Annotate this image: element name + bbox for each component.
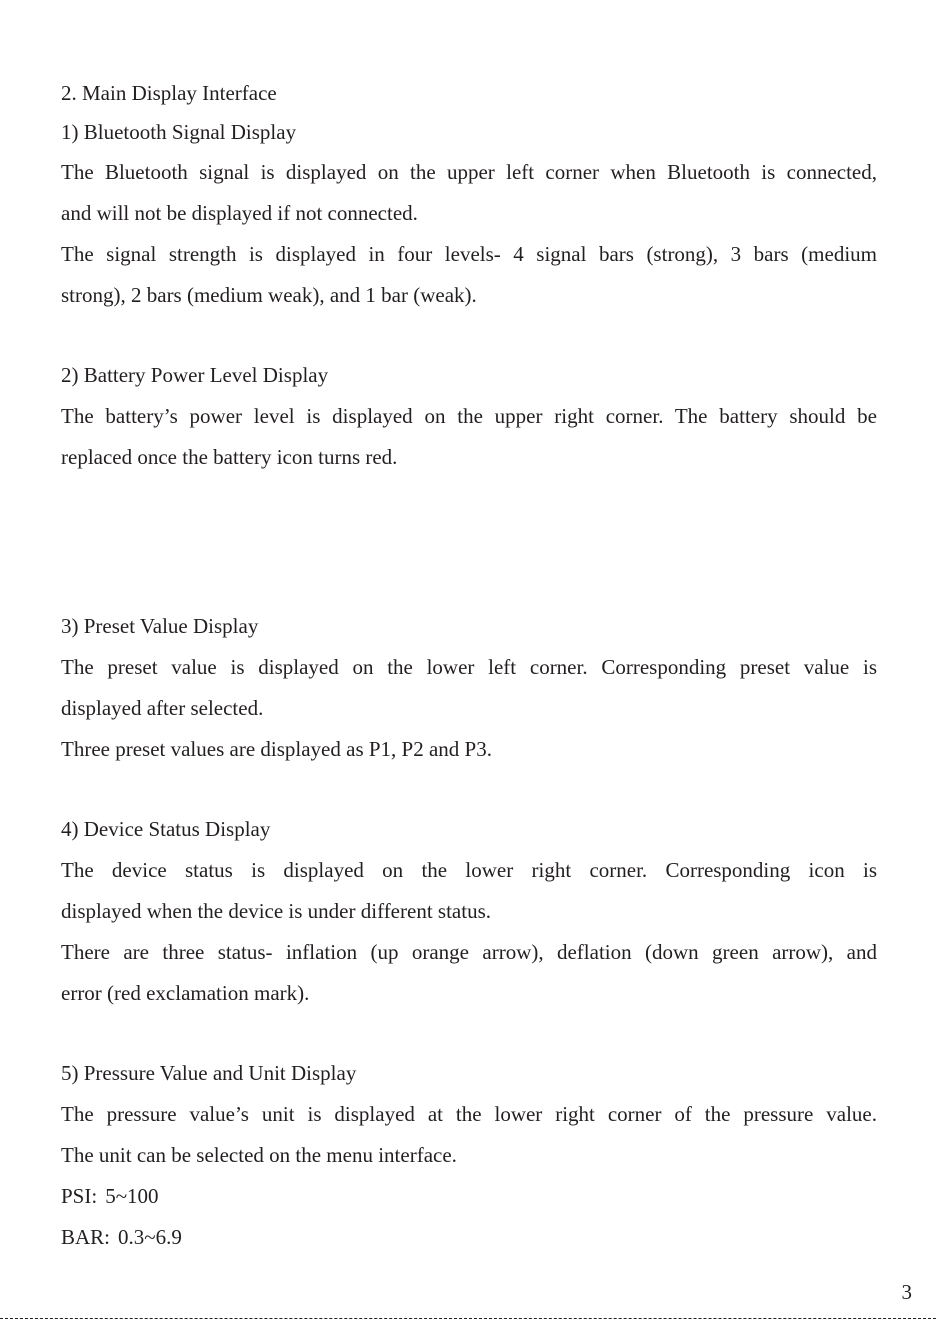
device-status-text-line: error (red exclamation mark). [61,981,310,1005]
unit-range [61,1217,182,1258]
spacer [61,1014,877,1053]
pressure-text-line: The pressure value’s unit is displayed at the lower right corner of the pressure value. [61,1102,877,1126]
spacer [61,316,877,355]
preset-text-line: Three preset values are displayed as P1, P2 and P3. [61,737,492,761]
section-title: 2. Main Display Interface [61,81,277,105]
battery-heading: 2) Battery Power Level Display [61,363,329,387]
device-status-heading: 4) Device Status Display [61,817,271,841]
bluetooth-heading: 1) Bluetooth Signal Display [61,120,297,144]
bluetooth-text-line: strong), 2 bars (medium weak), and 1 bar (weak). [61,283,477,307]
spacer [61,478,877,606]
unit-label: PSI: [61,1184,98,1208]
pressure-text-line: The unit can be selected on the menu interface. [61,1143,457,1167]
unit-range-bar [61,1217,877,1258]
battery-text-line: replaced once the battery icon turns red. [61,445,398,469]
page-bottom-rule [0,1318,936,1319]
unit-label: BAR: [61,1225,111,1249]
preset-heading: 3) Preset Value Display [61,614,259,638]
page-number: 3 [901,1280,912,1304]
preset-text-line: The preset value is displayed on the lower left corner. Corresponding preset value is [61,655,877,679]
bluetooth-text-line: The Bluetooth signal is displayed on the upper left corner when Bluetooth is connected, [61,160,877,184]
pressure-heading: 5) Pressure Value and Unit Display [61,1061,357,1085]
preset-text-line: displayed after selected. [61,696,264,720]
device-status-text-line: The device status is displayed on the lower right corner. Corresponding icon is [61,858,877,882]
unit-range-psi [61,1176,877,1217]
bluetooth-text-line: and will not be displayed if not connected. [61,201,418,225]
unit-range-value: 0.3~6.9 [118,1225,182,1249]
unit-range-value: 5~100 [105,1184,159,1208]
document-page [61,74,877,1258]
device-status-text-line: There are three status- inflation (up orange arrow), deflation (down green arrow), and [61,940,877,964]
spacer [61,770,877,809]
unit-range [61,1176,159,1217]
battery-text-line: The battery’s power level is displayed on the upper right corner. The battery should be [61,404,877,428]
device-status-text-line: displayed when the device is under different status. [61,899,491,923]
bluetooth-text-line: The signal strength is displayed in four levels- 4 signal bars (strong), 3 bars (medium [61,242,877,266]
